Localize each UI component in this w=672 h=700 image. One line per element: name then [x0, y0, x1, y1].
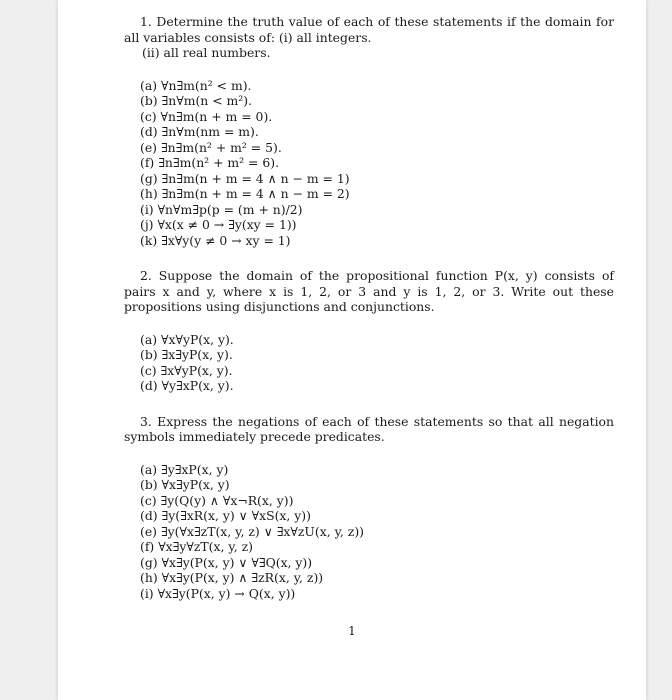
- problem-3-item-h: (h) ∀x∃y(P(x, y) ∧ ∃zR(x, y, z)): [140, 570, 324, 585]
- problem-1-intro: [124, 14, 614, 45]
- problem-1-item-j: (j) ∀x(x ≠ 0 → ∃y(xy = 1)): [140, 217, 297, 232]
- problem-1-item-a: (a) ∀n∃m(n² < m).: [140, 77, 252, 93]
- problem-3-item-a: (a) ∃y∃xP(x, y): [140, 461, 229, 477]
- problem-1-item-b: (b) ∃n∀m(n < m²).: [140, 93, 253, 108]
- problem-1-intro-text: 1. Determine the truth value of each of these statements if the domain for all variables consists of: (i) all integers.: [124, 14, 614, 45]
- problem-3-item-i: (i) ∀x∃y(P(x, y) → Q(x, y)): [140, 585, 296, 601]
- problem-2-intro: [124, 268, 614, 315]
- problem-1-item-g: (g) ∃n∃m(n + m = 4 ∧ n − m = 1): [140, 170, 350, 186]
- problem-3-intro-text: 3. Express the negations of each of these statements so that all negation symbols immediately precede predicates.: [124, 413, 614, 444]
- problem-2-item-a: (a) ∀x∀yP(x, y).: [140, 331, 234, 347]
- problem-3-item-e: (e) ∃y(∀x∃zT(x, y, z) ∨ ∃x∀zU(x, y, z)): [140, 523, 364, 539]
- problem-3-item-g: (g) ∀x∃y(P(x, y) ∨ ∀∃Q(x, y)): [140, 554, 313, 570]
- document-page: [58, 0, 646, 700]
- problem-1-item-e: (e) ∃n∃m(n² + m² = 5).: [140, 139, 282, 155]
- problem-1-item-h: (h) ∃n∃m(n + m = 4 ∧ n − m = 2): [140, 186, 350, 201]
- problem-1-item-c: (c) ∀n∃m(n + m = 0).: [140, 108, 273, 124]
- problem-2-item-d: (d) ∀y∃xP(x, y).: [140, 378, 234, 393]
- problem-2-item-b: (b) ∃x∃yP(x, y).: [140, 347, 233, 362]
- problem-1-part-ii: (ii) all real numbers.: [142, 45, 271, 60]
- problem-1-item-f: (f) ∃n∃m(n² + m² = 6).: [140, 155, 280, 170]
- problem-3-item-b: (b) ∀x∃yP(x, y): [140, 477, 230, 492]
- problem-1-items: [124, 78, 614, 249]
- page-content: [124, 14, 614, 601]
- problem-3-item-d: (d) ∃y(∃xR(x, y) ∨ ∀xS(x, y)): [140, 508, 311, 523]
- problem-2-items: [124, 332, 614, 394]
- page-number: 1: [348, 624, 356, 638]
- problem-3-item-f: (f) ∀x∃y∀zT(x, y, z): [140, 539, 253, 554]
- problem-3-item-c: (c) ∃y(Q(y) ∧ ∀x¬R(x, y)): [140, 492, 294, 508]
- problem-2-intro-text: 2. Suppose the domain of the propositional function P(x, y) consists of pairs x and y, where x is 1, 2, or 3 and y is 1, 2, or 3. Write out these propositions using disjunctions and conjunctions.: [124, 268, 614, 314]
- problem-3-intro: [124, 414, 614, 445]
- problem-1-item-i: (i) ∀n∀m∃p(p = (m + n)/2): [140, 201, 303, 217]
- problem-2-item-c: (c) ∃x∀yP(x, y).: [140, 362, 233, 378]
- problem-1-item-k: (k) ∃x∀y(y ≠ 0 → xy = 1): [140, 232, 291, 248]
- problem-3-items: [124, 462, 614, 602]
- problem-1-item-d: (d) ∃n∀m(nm = m).: [140, 124, 259, 139]
